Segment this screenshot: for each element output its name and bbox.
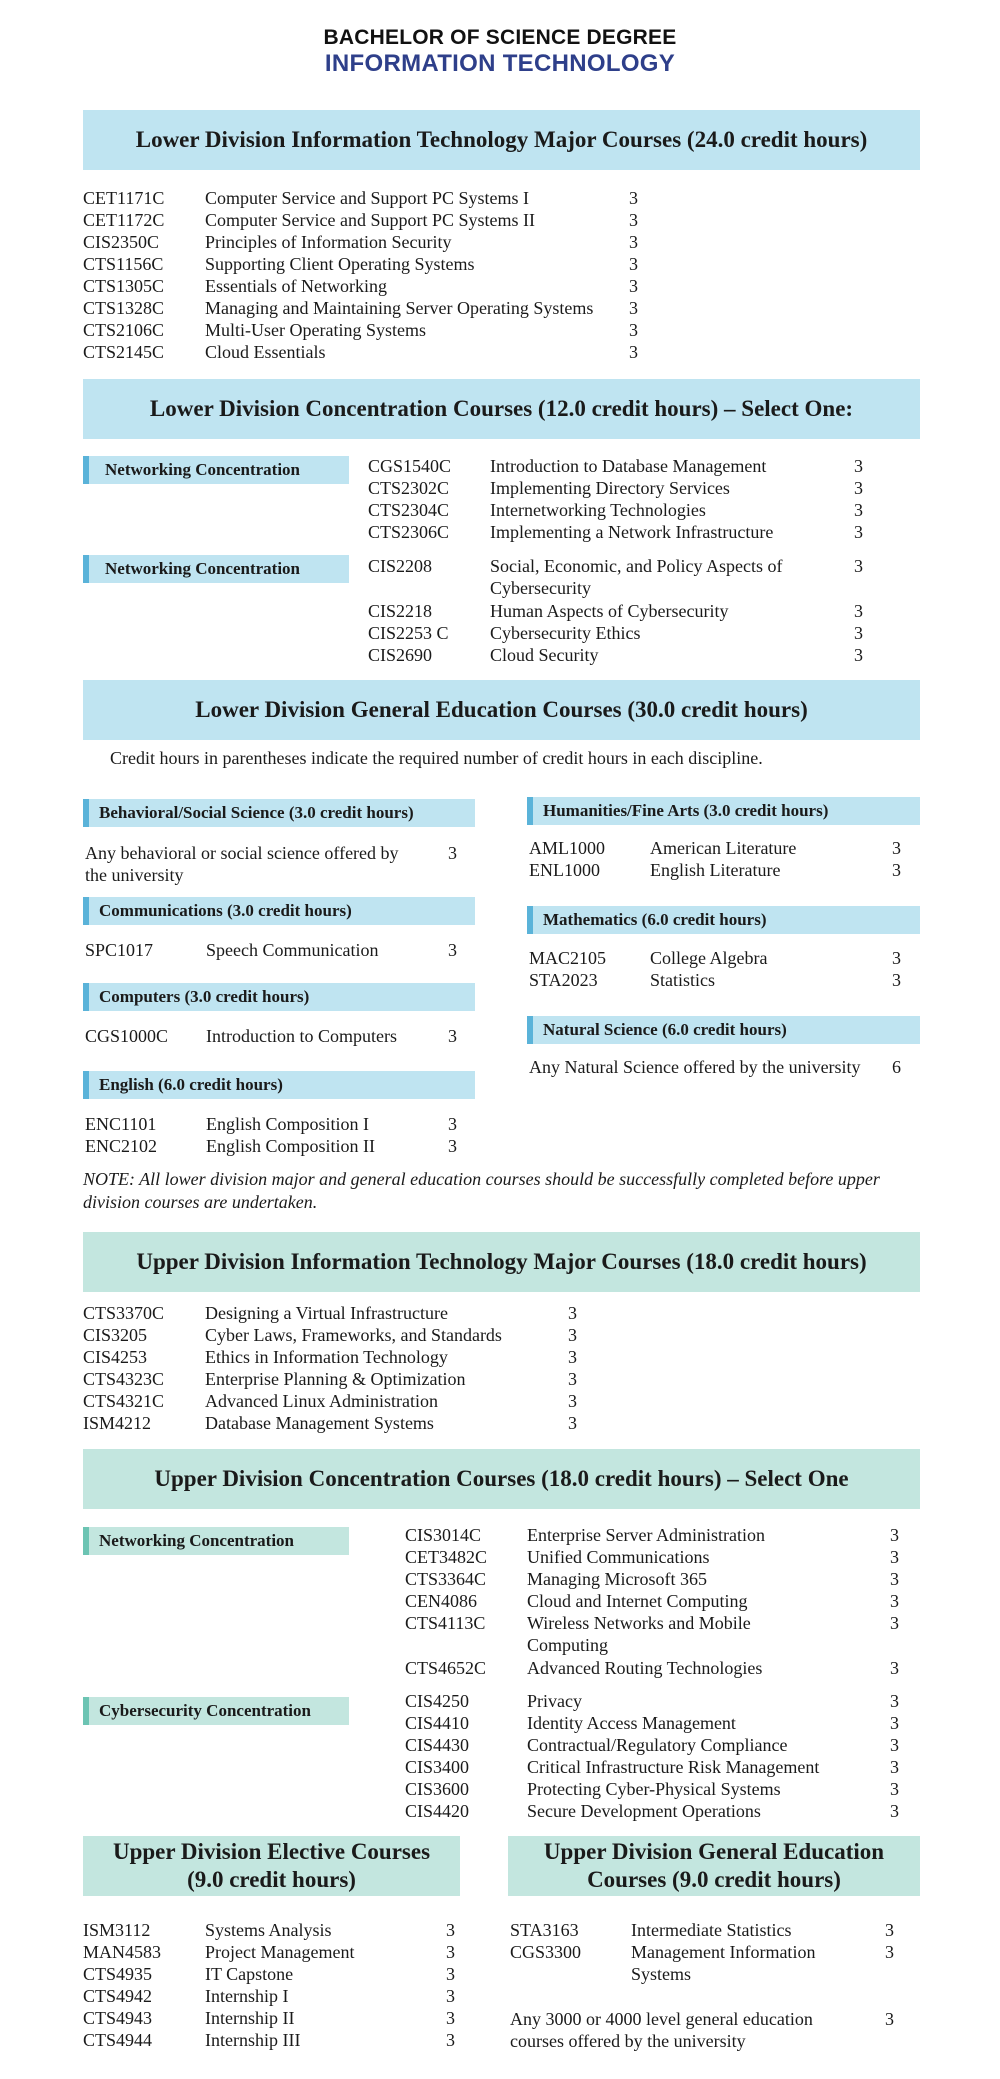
course-credits: 3 [446,2030,455,2050]
course-credits: 3 [890,1525,899,1545]
course-name: Intermediate Statistics [631,1920,792,1940]
course-name: Ethics in Information Technology [205,1347,448,1367]
course-credits: 3 [890,1757,899,1777]
course-name: Cloud Security [490,645,599,665]
course-credits: 3 [446,1964,455,1984]
electives-heading [83,1836,460,1896]
course-name: Implementing a Network Infrastructure [490,522,774,542]
course-credits: 3 [629,320,638,340]
course-name: Essentials of Networking [205,276,387,296]
course-credits: 3 [448,1136,457,1156]
course-credits: 3 [854,623,863,643]
course-credits: 3 [448,940,457,960]
course-credits: 3 [890,1591,899,1611]
course-credits: 3 [629,254,638,274]
course-credits: 3 [890,1735,899,1755]
course-credits: 3 [629,188,638,208]
course-credits: 3 [629,232,638,252]
gen-ed-heading: Lower Division General Education Courses (30.0 credit hours) [83,680,920,740]
course-name: Systems Analysis [205,1920,332,1940]
course-name: Privacy [527,1691,582,1711]
course-code: ENC2102 [85,1136,157,1156]
course-code: CTS4942 [83,1986,153,2006]
course-credits: 3 [892,860,901,880]
mathematics-category: Mathematics (6.0 credit hours) [527,906,920,934]
course-name: Social, Economic, and Policy Aspects of Cybersecurity [490,556,783,598]
course-credits: 3 [568,1303,577,1323]
course-name: Managing Microsoft 365 [527,1569,707,1589]
course-code: STA2023 [529,970,598,990]
course-name: Identity Access Management [527,1713,736,1733]
course-name: Cloud and Internet Computing [527,1591,748,1611]
course-credits: 3 [568,1347,577,1367]
course-name: Computer Service and Support PC Systems I [205,188,529,208]
course-name: Wireless Networks and Mobile Computing [527,1613,751,1655]
course-code: CTS4113C [405,1613,486,1633]
course-code: CTS4944 [83,2030,153,2050]
course-credits: 3 [446,2008,455,2028]
course-name: Management Information Systems [631,1942,816,1984]
course-code: CGS3300 [510,1942,582,1962]
upper-gened-heading-line1: Upper Division General Education [543,1839,885,1864]
course-code: STA3163 [510,1920,579,1940]
course-code: CIS2208 [368,556,433,576]
course-name: Implementing Directory Services [490,478,730,498]
course-code: CET3482C [405,1547,488,1567]
course-name: American Literature [650,838,797,858]
course-code: CET1171C [83,188,165,208]
natural-science-credits: 6 [892,1057,901,1077]
course-credits: 3 [854,522,863,542]
course-code: CTS4652C [405,1658,487,1678]
course-name: Introduction to Computers [206,1026,397,1046]
course-credits: 3 [892,948,901,968]
course-credits: 3 [446,1920,455,1940]
course-credits: 3 [854,456,863,476]
course-code: CEN4086 [405,1591,477,1611]
course-name: Contractual/Regulatory Compliance [527,1735,788,1755]
course-name: Internship II [205,2008,295,2028]
course-credits: 3 [854,500,863,520]
course-name: Internship III [205,2030,301,2050]
course-code: CTS4935 [83,1964,153,1984]
course-name: Statistics [650,970,716,990]
course-credits: 3 [885,1920,894,1940]
course-credits: 3 [890,1547,899,1567]
upper-concentration-heading: Upper Division Concentration Courses (18.0 credit hours) – Select One [83,1449,920,1509]
course-code: ENL1000 [529,860,600,880]
lower-major-heading: Lower Division Information Technology Major Courses (24.0 credit hours) [83,110,920,170]
course-name: English Composition I [206,1114,370,1134]
course-credits: 3 [854,601,863,621]
course-code: MAC2105 [529,948,607,968]
course-code: CIS4420 [405,1801,470,1821]
upper-gened-text: Any 3000 or 4000 level general education courses offered by the university [510,2009,813,2051]
english-category: English (6.0 credit hours) [83,1071,475,1099]
course-code: CIS2690 [368,645,433,665]
course-code: CIS2218 [368,601,433,621]
course-credits: 3 [890,1779,899,1799]
behavioral-text: Any behavioral or social science offered by the university [85,843,399,885]
course-credits: 3 [854,556,863,576]
course-name: Supporting Client Operating Systems [205,254,475,274]
electives-heading-line2: (9.0 credit hours) [187,1867,356,1892]
course-credits: 3 [885,1942,894,1962]
communications-category: Communications (3.0 credit hours) [83,897,475,925]
computers-category: Computers (3.0 credit hours) [83,983,475,1011]
course-name: Enterprise Planning & Optimization [205,1369,466,1389]
course-name: Internetworking Technologies [490,500,706,520]
course-credits: 3 [629,210,638,230]
course-name: IT Capstone [205,1964,294,1984]
course-name: English Composition II [206,1136,376,1156]
course-credits: 3 [854,645,863,665]
course-code: CTS2304C [368,500,450,520]
course-credits: 3 [890,1801,899,1821]
course-credits: 3 [568,1413,577,1433]
course-credits: 3 [629,276,638,296]
course-code: CIS4250 [405,1691,470,1711]
course-credits: 3 [892,838,901,858]
course-code: CTS1156C [83,254,164,274]
course-name: Advanced Routing Technologies [527,1658,763,1678]
course-code: ENC1101 [85,1114,157,1134]
course-name: Speech Communication [206,940,379,960]
electives-heading-line1: Upper Division Elective Courses [112,1839,431,1864]
upper-gened-heading-line2: Courses (9.0 credit hours) [587,1867,841,1892]
upper-cybersecurity-concentration-label: Cybersecurity Concentration [83,1697,349,1725]
course-credits: 3 [890,1691,899,1711]
course-code: CIS3400 [405,1757,470,1777]
course-code: CIS3014C [405,1525,482,1545]
course-name: Unified Communications [527,1547,710,1567]
course-code: CGS1000C [85,1026,169,1046]
course-credits: 3 [854,478,863,498]
course-code: CTS3364C [405,1569,487,1589]
upper-major-heading: Upper Division Information Technology Major Courses (18.0 credit hours) [83,1232,920,1292]
course-name: Critical Infrastructure Risk Management [527,1757,820,1777]
course-name: Protecting Cyber-Physical Systems [527,1779,781,1799]
course-name: Internship I [205,1986,289,2006]
course-code: ISM4212 [83,1413,152,1433]
course-name: Cyber Laws, Frameworks, and Standards [205,1325,502,1345]
course-code: CIS2350C [83,232,160,252]
course-credits: 3 [629,298,638,318]
course-credits: 3 [568,1391,577,1411]
course-name: Human Aspects of Cybersecurity [490,601,729,621]
course-name: Principles of Information Security [205,232,452,252]
course-code: CTS4323C [83,1369,165,1389]
course-name: Project Management [205,1942,355,1962]
course-name: Cybersecurity Ethics [490,623,641,643]
course-code: CIS3600 [405,1779,470,1799]
course-code: CIS4253 [83,1347,148,1367]
course-credits: 3 [892,970,901,990]
course-code: CTS2145C [83,342,165,362]
lower-networking-concentration-label: Networking Concentration [83,456,349,484]
natural-science-text: Any Natural Science offered by the university [529,1057,861,1077]
course-code: CTS4943 [83,2008,153,2028]
course-name: Database Management Systems [205,1413,434,1433]
course-code: CTS2302C [368,478,450,498]
lower-second-concentration-label: Networking Concentration [83,555,349,583]
completion-note: NOTE: All lower division major and general education courses should be successfully completed before upper division courses are undertaken. [83,1169,880,1212]
course-name: Computer Service and Support PC Systems II [205,210,535,230]
course-credits: 3 [446,1986,455,2006]
course-name: Multi-User Operating Systems [205,320,426,340]
course-credits: 3 [890,1713,899,1733]
course-code: CIS2253 C [368,623,449,643]
course-credits: 3 [448,1114,457,1134]
gen-ed-intro: Credit hours in parentheses indicate the required number of credit hours in each discipline. [110,748,763,768]
course-code: CTS3370C [83,1303,165,1323]
course-code: AML1000 [529,838,605,858]
course-name: Advanced Linux Administration [205,1391,438,1411]
course-code: CIS4430 [405,1735,470,1755]
course-name: Designing a Virtual Infrastructure [205,1303,449,1323]
degree-title: BACHELOR OF SCIENCE DEGREE [323,26,677,49]
course-name: Enterprise Server Administration [527,1525,765,1545]
behavioral-credits: 3 [448,843,457,863]
course-code: CGS1540C [368,456,452,476]
program-title: INFORMATION TECHNOLOGY [324,50,676,77]
course-name: College Algebra [650,948,768,968]
course-credits: 3 [448,1026,457,1046]
course-name: Secure Development Operations [527,1801,761,1821]
course-credits: 3 [629,342,638,362]
upper-networking-concentration-label: Networking Concentration [83,1527,349,1555]
upper-gened-heading [508,1836,920,1896]
course-credits: 3 [890,1569,899,1589]
course-code: ISM3112 [83,1920,151,1940]
course-credits: 3 [568,1369,577,1389]
course-code: CTS1328C [83,298,165,318]
behavioral-category: Behavioral/Social Science (3.0 credit hours) [83,799,475,827]
course-code: CIS4410 [405,1713,470,1733]
course-code: MAN4583 [83,1942,162,1962]
course-credits: 3 [890,1613,899,1633]
course-code: CTS2106C [83,320,165,340]
humanities-category: Humanities/Fine Arts (3.0 credit hours) [527,797,920,825]
course-name: Introduction to Database Management [490,456,767,476]
course-code: CTS4321C [83,1391,165,1411]
upper-gened-text-credits: 3 [885,2009,894,2029]
course-credits: 3 [568,1325,577,1345]
course-name: Cloud Essentials [205,342,326,362]
course-credits: 3 [890,1658,899,1678]
lower-concentration-heading: Lower Division Concentration Courses (12.0 credit hours) – Select One: [83,379,920,439]
natural-science-category: Natural Science (6.0 credit hours) [527,1016,920,1044]
course-credits: 3 [446,1942,455,1962]
course-code: CTS1305C [83,276,165,296]
course-code: SPC1017 [85,940,154,960]
course-name: English Literature [650,860,781,880]
course-code: CIS3205 [83,1325,148,1345]
course-code: CTS2306C [368,522,450,542]
course-code: CET1172C [83,210,165,230]
course-name: Managing and Maintaining Server Operating Systems [205,298,594,318]
